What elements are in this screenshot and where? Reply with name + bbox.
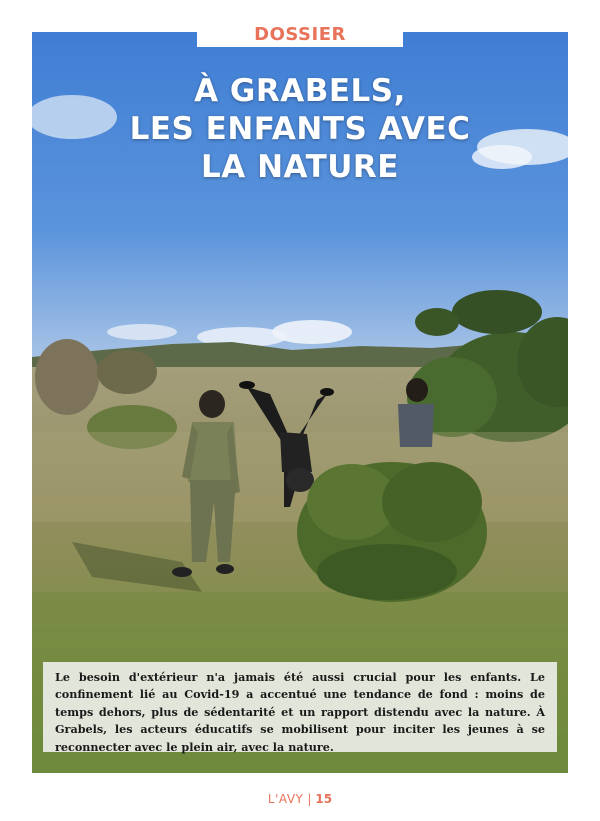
page-number: 15 bbox=[315, 792, 333, 806]
headline-line: LES ENFANTS AVEC bbox=[129, 111, 471, 147]
page-footer bbox=[0, 792, 600, 806]
magazine-name: L'AVY bbox=[267, 792, 304, 806]
footer-separator: | bbox=[307, 792, 312, 806]
intro-text: Le besoin d'extérieur n'a jamais été aussi crucial pour les enfants. Le confinement lié au Covid-19 a accentué une tendance de fond : moins de temps dehors, plus de sédentarité et un rapport distendu avec la nature. À Grabels, les acteurs éducatifs se mobilisent pour inciter les jeunes à se reconnecter avec le plein air, avec la nature. bbox=[55, 670, 545, 754]
article-headline bbox=[32, 72, 568, 186]
headline-line: LA NATURE bbox=[201, 149, 399, 185]
headline-line: À GRABELS, bbox=[194, 73, 406, 109]
section-tag bbox=[197, 22, 403, 47]
section-tag-label: DOSSIER bbox=[254, 24, 346, 45]
intro-box bbox=[43, 662, 557, 752]
